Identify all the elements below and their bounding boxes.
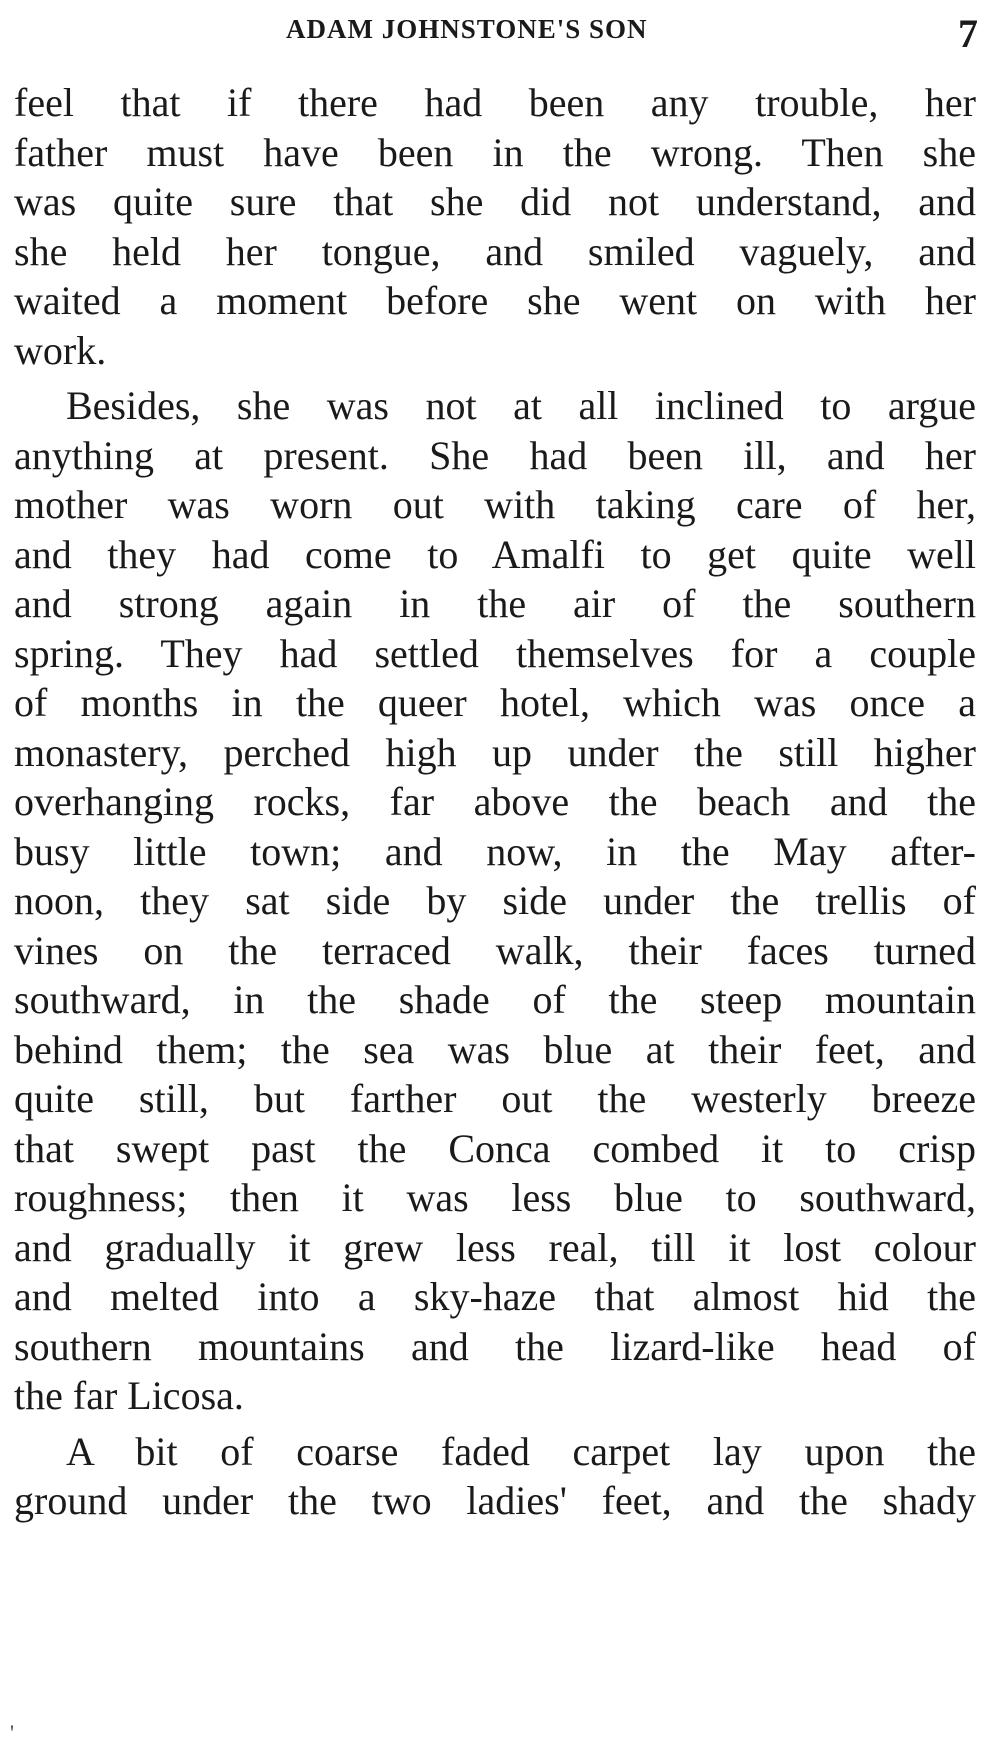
running-head [0,11,1000,56]
text-line: of months in the queer hotel, which was once a [14,680,976,725]
text-line: she held her tongue, and smiled vaguely, and [14,228,976,274]
text-line: roughness; then it was less blue to southward, [14,1175,976,1220]
text-line: father must have been in the wrong. Then she [14,129,976,175]
page-number: 7 [958,11,978,56]
text-line: work. [14,327,107,373]
text-line: that swept past the Conca combed it to crisp [14,1125,976,1171]
text-line: the far Licosa. [14,1373,244,1418]
text-line: feel that if there had been any trouble, her [14,80,976,125]
text-line: quite still, but farther out the westerly breeze [14,1076,976,1121]
text-line: busy little town; and now, in the May after- [14,828,976,874]
text-line: and they had come to Amalfi to get quite well [14,531,976,577]
text-line: southern mountains and the lizard-like head of [14,1323,976,1369]
text-line: A bit of coarse faded carpet lay upon the [66,1428,976,1474]
paragraph-1 [14,78,976,375]
text-line: vines on the terraced walk, their faces turned [14,927,976,973]
text-line: anything at present. She had been ill, and her [14,432,976,478]
footer-mark: ' [10,1720,14,1745]
text-line: monastery, perched high up under the still higher [14,729,976,775]
text-line: waited a moment before she went on with her [14,278,976,323]
paragraph-2 [14,381,976,1421]
text-line: spring. They had settled themselves for a couple [14,630,976,676]
text-line: was quite sure that she did not understand, and [14,179,976,224]
text-line: Besides, she was not at all inclined to argue [66,383,976,428]
text-line: ground under the two ladies' feet, and the shady [14,1478,976,1523]
text-line: mother was worn out with taking care of her, [14,482,976,527]
text-line: overhanging rocks, far above the beach and the [14,779,976,824]
body-text [14,78,976,1532]
text-line: noon, they sat side by side under the trellis of [14,878,976,923]
text-line: and strong again in the air of the southern [14,581,976,626]
text-line: and melted into a sky-haze that almost hid the [14,1274,976,1319]
paragraph-3 [14,1427,976,1526]
text-line: southward, in the shade of the steep mountain [14,977,976,1022]
text-line: behind them; the sea was blue at their feet, and [14,1026,976,1072]
text-line: and gradually it grew less real, till it lost colour [14,1224,976,1270]
running-title: ADAM JOHNSTONE'S SON [286,14,648,44]
